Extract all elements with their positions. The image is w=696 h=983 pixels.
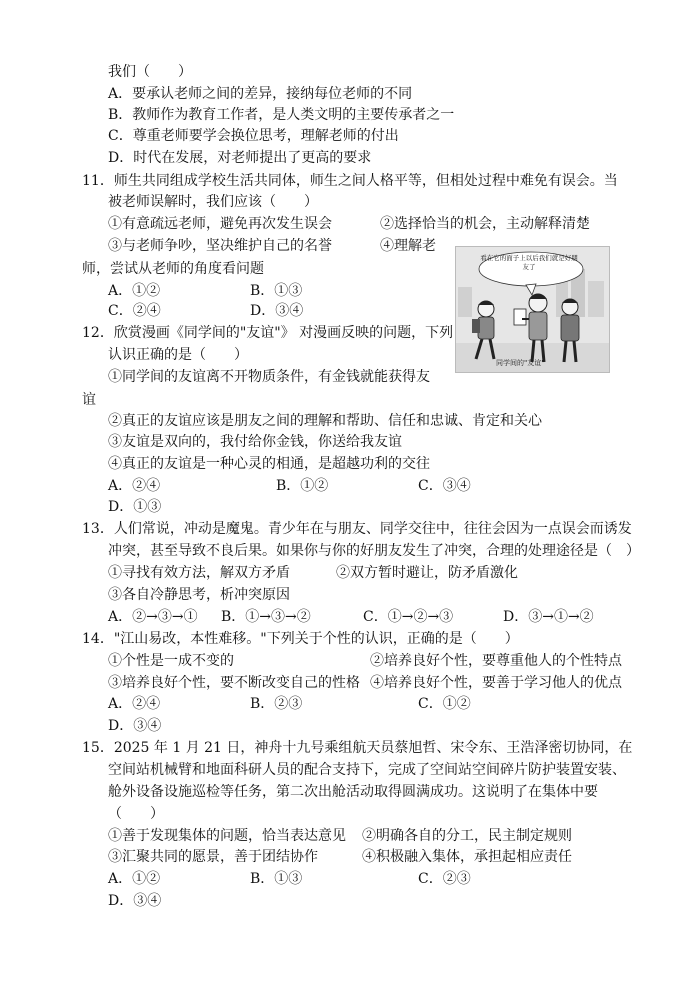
q11-answer-d: D．③④ [250,303,304,319]
q13-stem-line2: 冲突，甚至导致不良后果。如果你与你的好朋友发生了冲突，合理的处理途径是（ ） [108,543,640,559]
q11-answer-a: A．①② [108,283,161,299]
q14-statement-1: ①个性是一成不变的 [108,653,234,669]
q10-option-c: C．尊重老师要学会换位思考，理解老师的付出 [108,128,399,144]
q15-statement-3: ③汇聚共同的愿景，善于团结协作 [108,849,318,865]
q11-answer-b: B．①③ [250,283,303,299]
q11-statement-1: ①有意疏远老师，避免再次发生误会 [108,216,332,232]
q13-stem-line1: 13．人们常说，冲动是魔鬼。青少年在与朋友、同学交往中，往往会因为一点误会而诱发 [82,521,632,537]
q12-answer-c: C．③④ [418,478,471,494]
q12-stem-line2: 认识正确的是（ ） [108,347,248,363]
q15-stem-line2: 空间站机械臂和地面科研人员的配合支持下，完成了空间站空间碎片防护装置安装、 [108,762,626,778]
q15-answer-c: C．②③ [418,871,471,887]
q15-answer-b: B．①③ [250,871,303,887]
q11-answer-c: C．②④ [108,303,161,319]
q13-statement-1: ①寻找有效方法，解双方矛盾 [108,565,290,581]
cartoon-caption: 同学间的"友谊" [496,359,545,367]
q11-stem-line2: 被老师误解时，我们应该（ ） [108,194,318,210]
q10-stem-end: 我们（ ） [108,64,192,80]
q14-answer-b: B．②③ [250,696,303,712]
q11-statement-3: ③与老师争吵，坚决维护自己的名誉 [108,238,332,254]
q15-answer-a: A．①② [108,871,161,887]
q14-statement-4: ④培养良好个性，要善于学习他人的优点 [370,675,622,691]
q12-statement-1: ①同学间的友谊离不开物质条件，有金钱就能获得友 [108,369,430,385]
q10-option-b: B．教师作为教育工作者，是人类文明的主要传承者之一 [108,107,455,123]
q15-statement-2: ②明确各自的分工，民主制定规则 [362,828,572,844]
q12-statement-1-cont: 谊 [82,392,96,408]
q12-answer-a: A．②④ [108,478,161,494]
q10-option-d: D．时代在发展，对老师提出了更高的要求 [108,150,372,166]
q13-answer-b: B．①→③→② [221,609,311,625]
q13-answer-c: C．①→②→③ [363,609,454,625]
q15-statement-4: ④积极融入集体，承担起相应责任 [362,849,572,865]
q12-statement-3: ③友谊是双向的，我付给你金钱，你送给我友谊 [108,434,402,450]
q14-answer-c: C．①② [418,696,471,712]
q14-statement-2: ②培养良好个性，要尊重他人的个性特点 [370,653,622,669]
q14-stem: 14．"江山易改，本性难移。"下列关于个性的认识，正确的是（ ） [82,631,519,647]
q15-answer-d: D．③④ [108,893,162,909]
q13-answer-d: D．③→①→② [503,609,594,625]
q13-answer-a: A．②→③→① [108,609,198,625]
q13-statement-2: ②双方暂时避让，防矛盾激化 [336,565,518,581]
q15-stem-line4: （ ） [108,806,164,822]
cartoon-speech-bubble: 看在它的面子上以后我们就是好朋友了 [480,254,578,271]
q11-statement-4-cont: 师，尝试从老师的角度看问题 [82,261,264,277]
q12-answer-d: D．①③ [108,499,162,515]
q10-option-a: A．要承认老师之间的差异，接纳每位老师的不同 [108,86,413,102]
q12-statement-2: ②真正的友谊应该是朋友之间的理解和帮助、信任和忠诚、肯定和关心 [108,413,542,429]
q15-stem-line3: 舱外设备设施巡检等任务，第二次出舱活动取得圆满成功。这说明了在集体中要 [108,784,598,800]
q11-stem-line1: 11．师生共同组成学校生活共同体，师生之间人格平等，但相处过程中难免有误会。当 [82,173,618,189]
q12-statement-4: ④真正的友谊是一种心灵的相通，是超越功利的交往 [108,456,430,472]
q11-statement-4: ④理解老 [380,238,436,254]
q15-statement-1: ①善于发现集体的问题，恰当表达意见 [108,828,346,844]
q14-answer-a: A．②④ [108,696,161,712]
q15-stem-line1: 15．2025 年 1 月 21 日，神舟十九号乘组航天员蔡旭哲、宋令东、王浩泽密切协同，在 [82,740,633,756]
q14-statement-3: ③培养良好个性，要不断改变自己的性格 [108,675,360,691]
q11-statement-2: ②选择恰当的机会，主动解释清楚 [380,216,590,232]
q13-statement-3: ③各自冷静思考，析冲突原因 [108,587,290,603]
q12-answer-b: B．①② [276,478,329,494]
q12-stem-line1: 12．欣赏漫画《同学间的"友谊"》 对漫画反映的问题，下列 [82,325,454,341]
q14-answer-d: D．③④ [108,718,162,734]
